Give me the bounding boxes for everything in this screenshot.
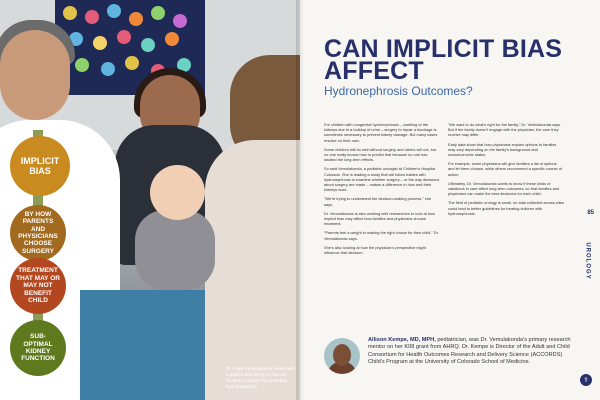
article-column-right <box>448 122 564 220</box>
timeline-circle-choose-surgery <box>10 205 66 261</box>
baby-body <box>135 210 215 290</box>
paragraph: The field of pediatric urology is small, so data collected across sites could lead to better guidelines for treating children with hydronephrosis. <box>448 200 564 216</box>
publication-logo-icon: ⚕ <box>580 374 592 386</box>
paragraph: For children with congenital hydronephrosis – swelling of the kidneys due to a buildup of urine – surgery to repair a blockage is sometimes necessary to prevent kidney damage. But many cases resolve on their own. <box>324 122 438 143</box>
paragraph: Ultimately, Dr. Vemulakonda wants to know if these kinds of variations in care affect long-term outcomes, so that families and physicians can make the best decisions for each child. <box>448 180 560 197</box>
timeline-label: TREATMENT THAT MAY OR MAY NOT BENEFIT CHILD <box>16 267 60 305</box>
paragraph: Some children will do well without surgery and others will not, but no one really knows how to predict that because no one has studied the long-term effects. <box>324 146 437 163</box>
timeline-circle-kidney-function <box>10 320 66 376</box>
timeline-label: IMPLICIT BIAS <box>20 155 60 176</box>
paragraph: So said Vemulakonda, a pediatric urologist at Children's Hospital Colorado. She is leading a study that will follow babies with hydronephrosis to examine whether surgery – or the way decisions about surgery are made – makes a difference in how well their kidneys work. <box>324 166 440 193</box>
article-subtitle: Hydronephrosis Outcomes? <box>324 84 473 98</box>
mother-figure <box>205 140 300 400</box>
page-gutter <box>296 0 304 400</box>
bio-text <box>368 337 578 367</box>
doctor-head <box>0 30 70 120</box>
paragraph: Dr. Vemulakonda is also working with researchers to look at how implicit bias may affect how families and physicians choose treatment. <box>324 210 435 227</box>
photo-caption: Dr. Filipa Vemulakonda meets with a patient and family to discuss treatment options for antenatal hydronephrosis. <box>226 366 296 389</box>
timeline-circle-treatment <box>10 258 66 314</box>
paragraph: "We're trying to understand the decision-making process," she says. <box>324 196 432 207</box>
timeline-circle-implicit-bias <box>10 136 70 196</box>
article-title: CAN IMPLICIT BIAS AFFECT <box>324 35 563 85</box>
page-number: 85 <box>587 210 594 216</box>
article-page <box>300 0 600 400</box>
timeline-label: SUB-OPTIMAL KIDNEY FUNCTION <box>21 333 55 363</box>
paragraph: "We want to do what's right for the family," Dr. Vemulakonda says. But if the family doesn't engage with the physician, the care they receive may differ. <box>448 122 562 138</box>
paragraph: "Parents feel a weight in making the right choice for their child," Dr. Vemulakonda says. <box>324 230 439 241</box>
paragraph: Early data show that how physicians explain options to families may vary depending on the family's background and socioeconomic status. <box>448 141 557 158</box>
article-column-left <box>324 122 440 259</box>
timeline-label: BY HOW PARENTS AND PHYSICIANS CHOOSE SURGERY <box>18 210 58 255</box>
bio-name: Allison Kempe, MD, MPH, <box>368 337 436 343</box>
section-label: UROLOGY <box>584 242 591 280</box>
paragraph: For example, some physicians will give families a list of options and let them choose, while others recommend a specific course of action. <box>448 161 562 177</box>
paragraph: She's also looking at how the physician's perspective might influence that decision. <box>324 244 426 256</box>
bio-portrait <box>324 338 360 374</box>
baby-figure <box>150 165 205 220</box>
bio-description: pediatrician, was Dr. Vemulakonda's primary research mentor on her K08 grant from AHRQ. Dr. Kempe is Director of the Adult and Child Consortium for Health Outcomes Research and Delivery Science (ACCORDS) Child's Program at the University of Colorado School of Medicine. <box>368 337 571 366</box>
